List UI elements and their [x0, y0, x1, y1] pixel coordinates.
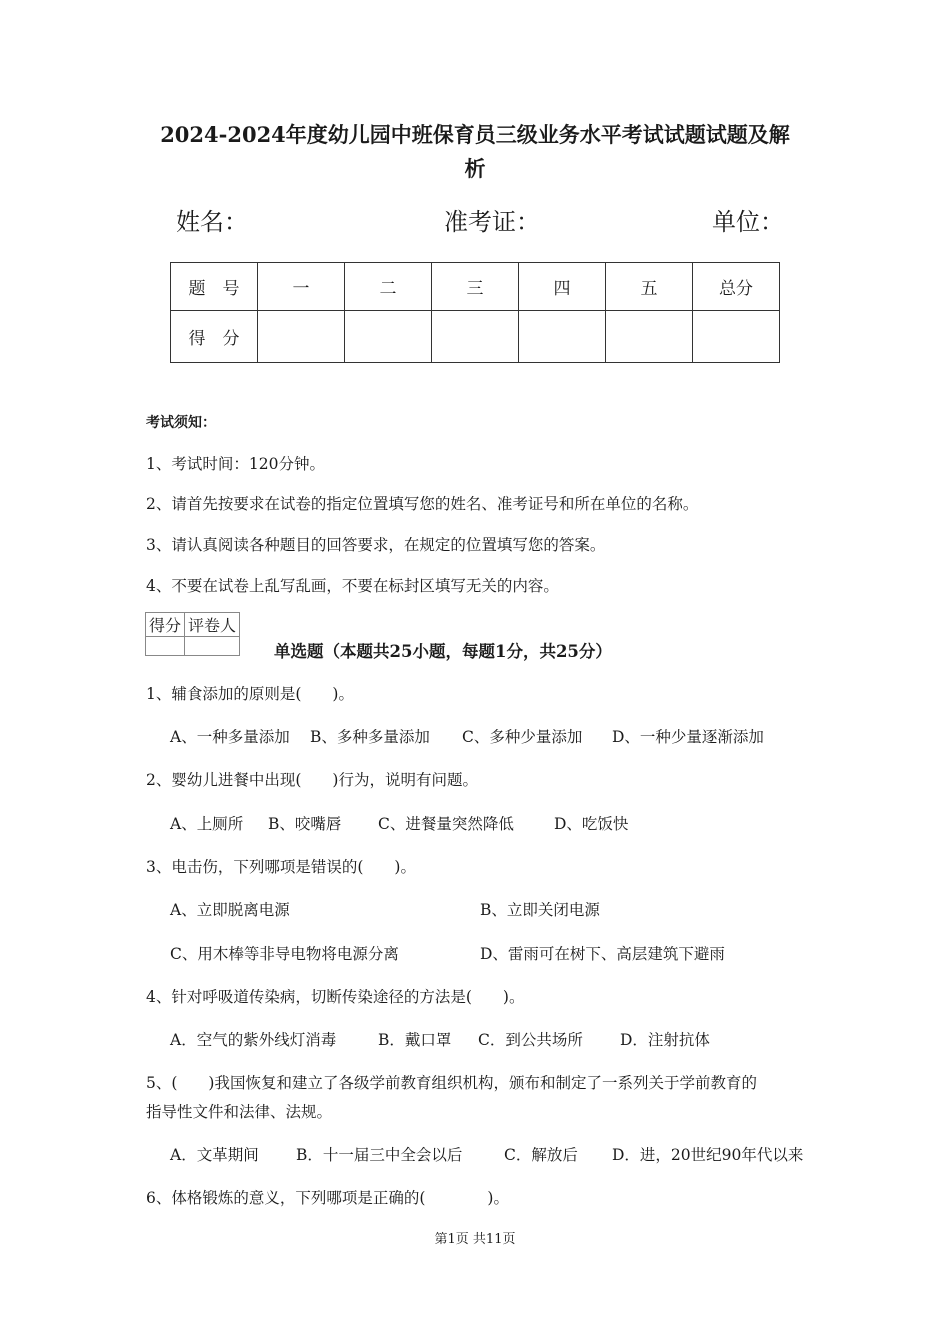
- header-cell-1: 一: [258, 263, 345, 311]
- question-3-option-c: C、用木棒等非导电物将电源分离: [170, 945, 399, 963]
- title-line-1: 2024-2024年度幼儿园中班保育员三级业务水平考试试题试题及解: [160, 122, 790, 147]
- header-cell-2: 二: [345, 263, 432, 311]
- header-cell-3: 三: [432, 263, 519, 311]
- question-4-option-a: A．空气的紫外线灯消毒: [170, 1031, 337, 1049]
- notice-item-2: 2、请首先按要求在试卷的指定位置填写您的姓名、准考证号和所在单位的名称。: [146, 495, 699, 513]
- question-1-option-c: C、多种少量添加: [462, 728, 583, 746]
- name-label: 姓名：: [176, 208, 248, 236]
- question-5-option-a: A．文革期间: [170, 1146, 259, 1164]
- grader-reviewer-cell[interactable]: [185, 637, 240, 656]
- question-6-stem: 6、体格锻炼的意义，下列哪项是正确的( )。: [146, 1189, 509, 1207]
- grader-box-blank-row: [146, 637, 240, 656]
- question-5-option-c: C．解放后: [504, 1146, 578, 1164]
- header-cell-4: 四: [519, 263, 606, 311]
- question-4-option-c: C．到公共场所: [478, 1031, 583, 1049]
- grader-box-header: [146, 613, 240, 637]
- exam-title: [140, 118, 810, 186]
- grader-reviewer-label: 评卷人: [185, 613, 240, 637]
- question-5-option-b: B．十一届三中全会以后: [296, 1146, 463, 1164]
- question-1-option-d: D、一种少量逐渐添加: [612, 728, 764, 746]
- question-5-stem-continued: 指导性文件和法律、法规。: [146, 1103, 333, 1121]
- title-line-2: 析: [464, 156, 486, 181]
- page-footer: 第1页 共11页: [434, 1232, 516, 1247]
- header-cell-5: 五: [606, 263, 693, 311]
- question-4-stem: 4、针对呼吸道传染病，切断传染途径的方法是( )。: [146, 988, 525, 1006]
- score-row-label: 得 分: [171, 311, 258, 363]
- question-1-option-b: B、多种多量添加: [310, 728, 430, 746]
- score-table-score-row: [171, 311, 780, 363]
- exam-id-label: 准考证：: [444, 208, 540, 236]
- question-1-stem: 1、辅食添加的原则是( )。: [146, 685, 354, 703]
- question-2-option-c: C、进餐量突然降低: [378, 815, 514, 833]
- grader-score-cell[interactable]: [146, 637, 185, 656]
- notice-heading: 考试须知：: [146, 415, 216, 431]
- score-cell-5[interactable]: [606, 311, 693, 363]
- question-2-option-b: B、咬嘴唇: [268, 815, 342, 833]
- notice-item-1: 1、考试时间：120分钟。: [146, 455, 325, 473]
- score-table: [170, 262, 780, 363]
- score-cell-1[interactable]: [258, 311, 345, 363]
- notice-item-4: 4、不要在试卷上乱写乱画，不要在标封区填写无关的内容。: [146, 577, 559, 595]
- question-4-option-d: D．注射抗体: [620, 1031, 710, 1049]
- score-cell-2[interactable]: [345, 311, 432, 363]
- score-cell-3[interactable]: [432, 311, 519, 363]
- notice-item-3: 3、请认真阅读各种题目的回答要求，在规定的位置填写您的答案。: [146, 536, 606, 554]
- grader-box: [145, 612, 240, 656]
- question-2-option-a: A、上厕所: [170, 815, 244, 833]
- section-title: 单选题（本题共25小题，每题1分，共25分）: [274, 642, 612, 661]
- question-2-option-d: D、吃饭快: [554, 815, 629, 833]
- question-1-option-a: A、一种多量添加: [170, 728, 290, 746]
- question-3-option-d: D、雷雨可在树下、高层建筑下避雨: [480, 945, 725, 963]
- score-table-header-row: [171, 263, 780, 311]
- header-cell-question-number: 题 号: [171, 263, 258, 311]
- question-5-stem: 5、( )我国恢复和建立了各级学前教育组织机构，颁布和制定了一系列关于学前教育的: [146, 1074, 757, 1092]
- question-3-option-a: A、立即脱离电源: [170, 901, 290, 919]
- question-4-option-b: B．戴口罩: [378, 1031, 452, 1049]
- grader-score-label: 得分: [146, 613, 185, 637]
- candidate-info-row: [176, 202, 786, 238]
- score-cell-4[interactable]: [519, 311, 606, 363]
- header-cell-total: 总分: [693, 263, 780, 311]
- unit-label: 单位：: [712, 208, 784, 236]
- question-3-option-b: B、立即关闭电源: [480, 901, 600, 919]
- score-cell-total[interactable]: [693, 311, 780, 363]
- question-2-stem: 2、婴幼儿进餐中出现( )行为，说明有问题。: [146, 771, 478, 789]
- question-5-option-d: D．进，20世纪90年代以来: [612, 1146, 804, 1164]
- question-3-stem: 3、电击伤，下列哪项是错误的( )。: [146, 858, 416, 876]
